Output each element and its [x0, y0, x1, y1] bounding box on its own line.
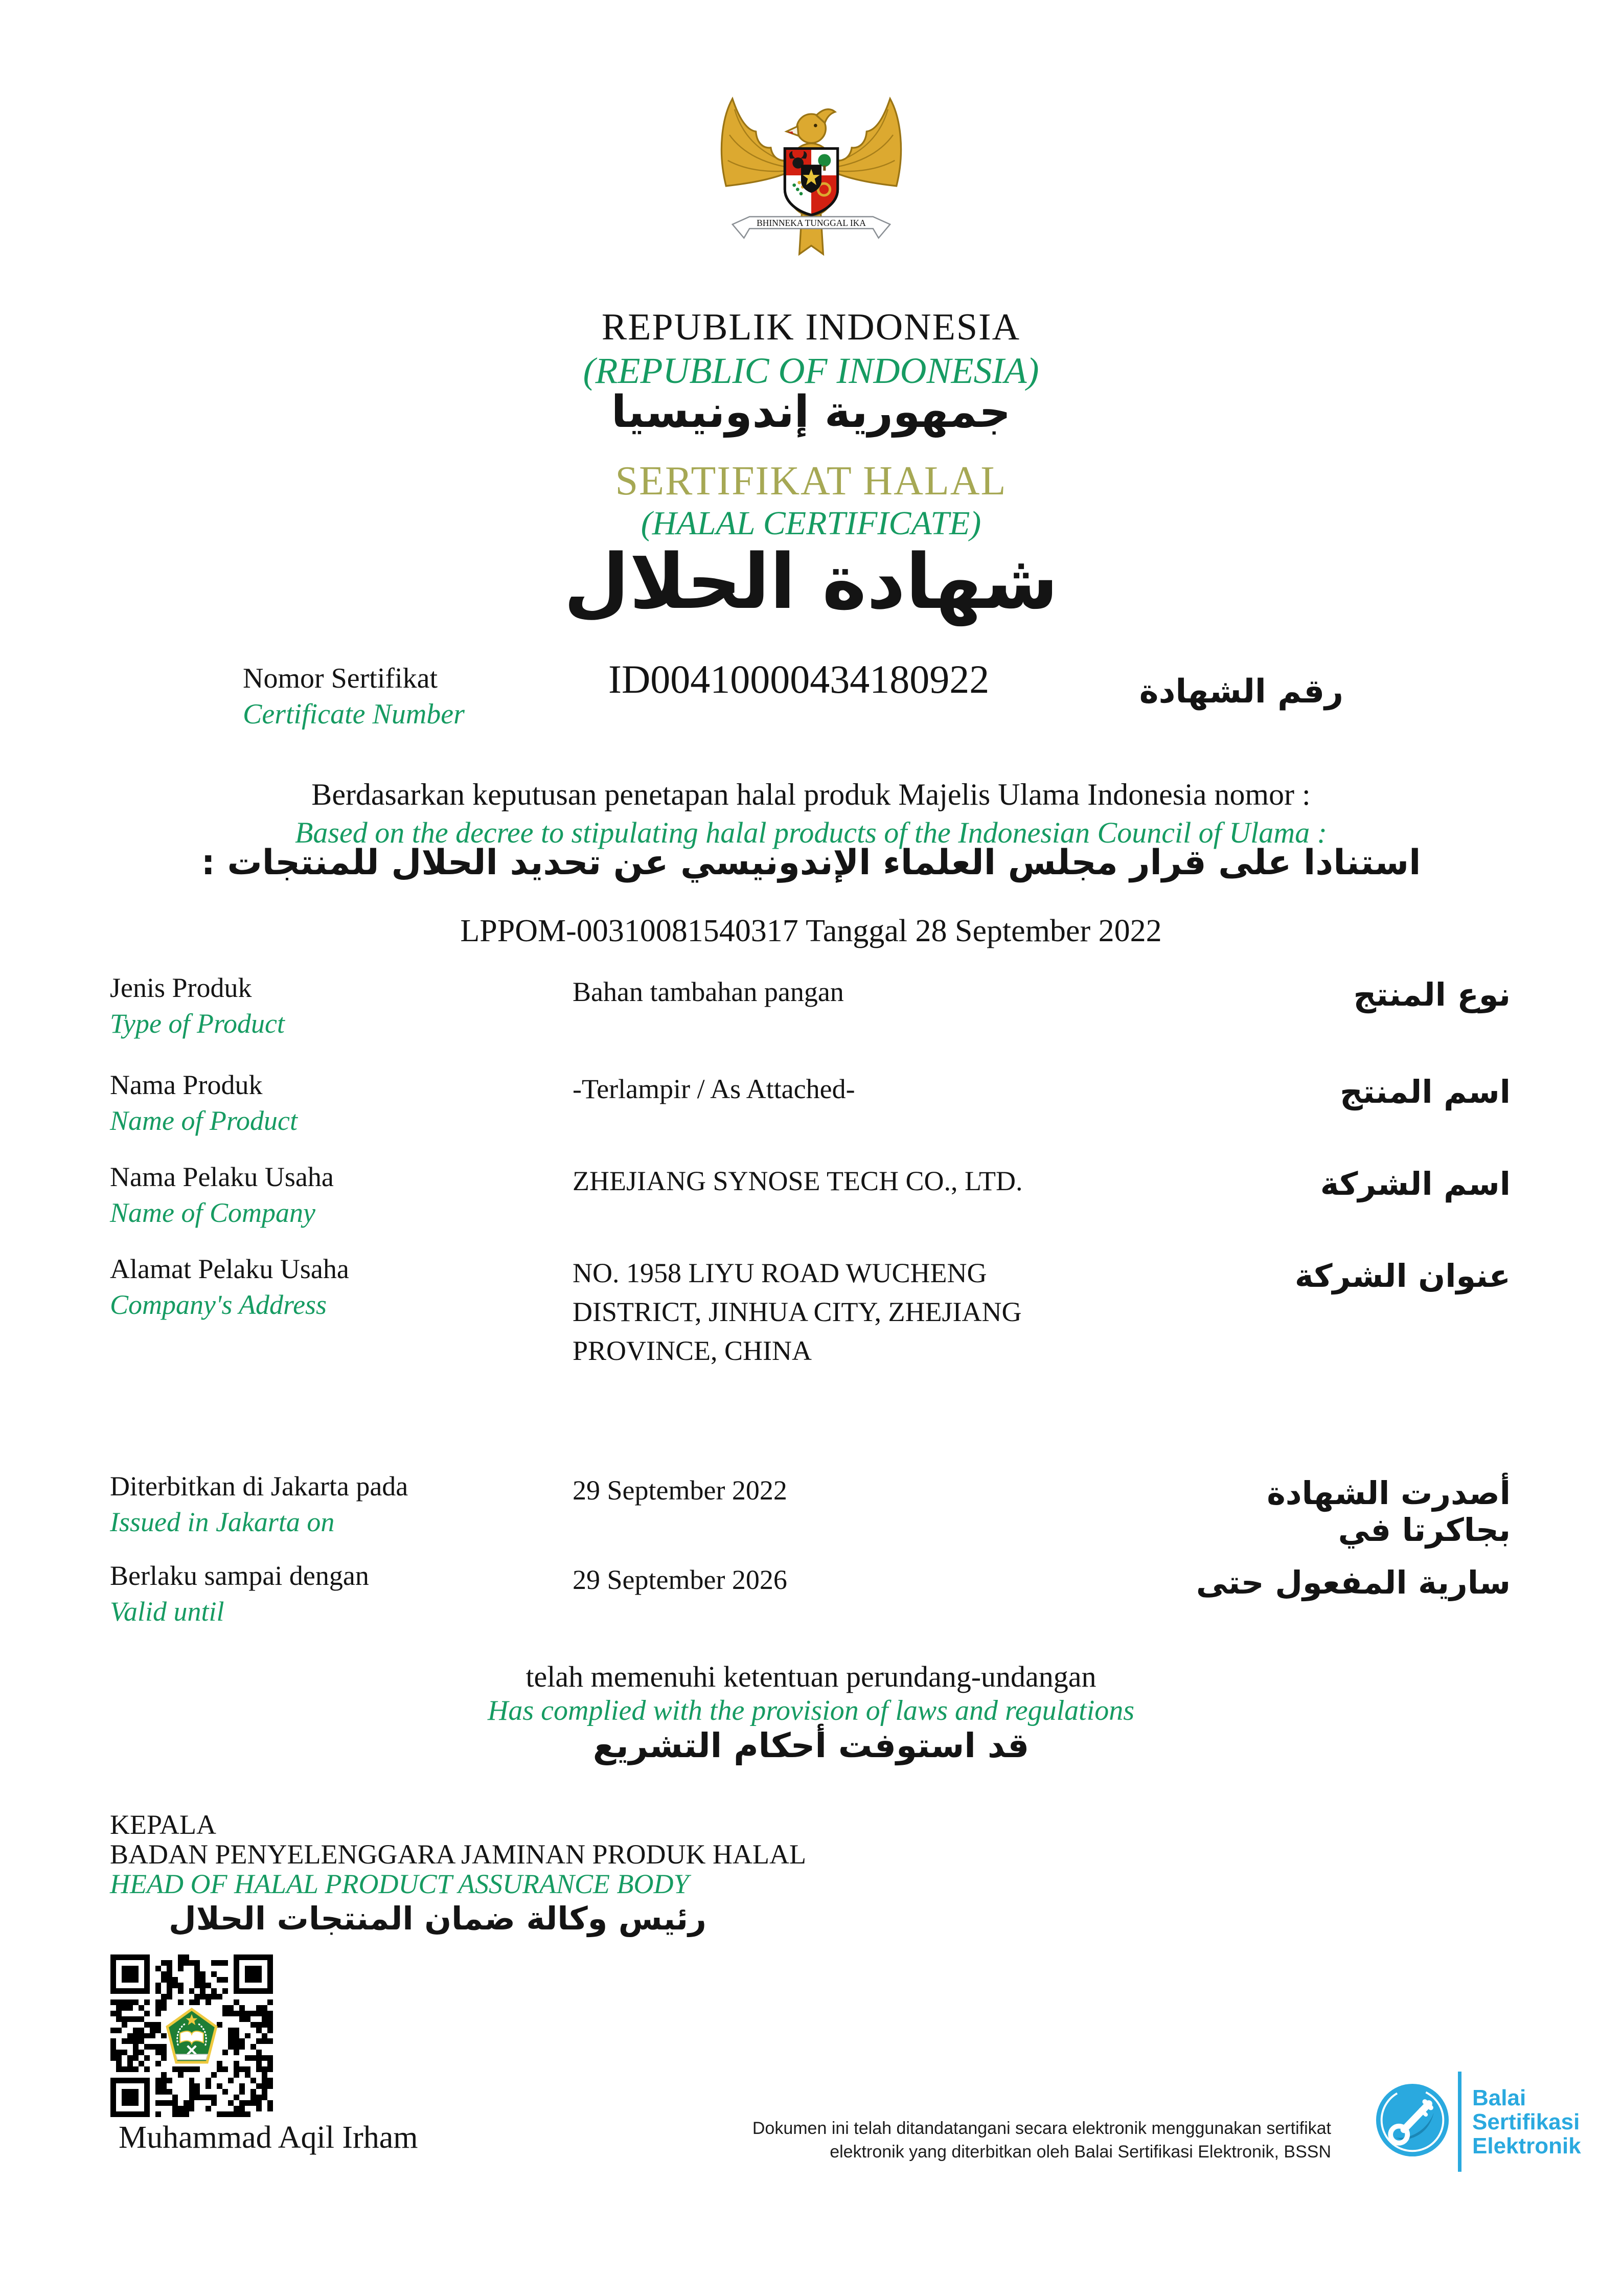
certificate-number-label-ar: رقم الشهادة: [1139, 673, 1343, 711]
field-label-en: Valid until: [110, 1596, 224, 1627]
field-row-name-of-product: [110, 1069, 1511, 1161]
field-row-name-of-company: [110, 1161, 1511, 1253]
field-label-en: Name of Product: [110, 1105, 298, 1136]
field-value: 29 September 2026: [573, 1564, 787, 1595]
compliance-line-english: Has complied with the provision of laws and regulations: [487, 1695, 1135, 1726]
certificate-fields: [110, 971, 1511, 1628]
field-value: ZHEJIANG SYNOSE TECH CO., LTD.: [573, 1166, 1023, 1196]
certificate-title-arabic: شهادة الحلال: [563, 538, 1059, 626]
bse-logo-line-1: Balai: [1472, 2085, 1526, 2110]
signatory-title-agency: BADAN PENYELENGGARA JAMINAN PRODUK HALAL: [110, 1839, 806, 1870]
certificate-title-english: (HALAL CERTIFICATE): [641, 505, 981, 542]
field-label-en: Name of Company: [110, 1197, 315, 1228]
bse-key-icon: [1375, 2083, 1450, 2157]
balai-sertifikasi-elektronik-logo: [1368, 2065, 1613, 2178]
signatory-title-kepala: KEPALA: [110, 1809, 217, 1840]
field-label-id: Nama Produk: [110, 1070, 263, 1100]
field-value: 29 September 2022: [573, 1475, 787, 1506]
signatory-name: Muhammad Aqil Irham: [119, 2120, 418, 2155]
signatory-title-english: HEAD OF HALAL PRODUCT ASSURANCE BODY: [110, 1869, 689, 1899]
country-title-arabic: جمهورية إندونيسيا: [611, 387, 1011, 438]
bse-logo-text: [1472, 2086, 1581, 2158]
qr-code: [110, 1954, 273, 2117]
compliance-line-indonesian: telah memenuhi ketentuan perundang-undangan: [526, 1660, 1096, 1693]
decree-line-arabic: استنادا على قرار مجلس العلماء الإندونيسي عن تحديد الحلال للمنتجات :: [201, 843, 1421, 883]
bse-logo-line-3: Elektronik: [1472, 2133, 1581, 2158]
field-label-ar: عنوان الشركة: [1294, 1257, 1511, 1294]
disclaimer-line-1: Dokumen ini telah ditandatangani secara elektronik menggunakan sertifikat: [752, 2119, 1331, 2138]
field-label-id: Alamat Pelaku Usaha: [110, 1254, 349, 1284]
field-value: NO. 1958 LIYU ROAD WUCHENG DISTRICT, JINHUA CITY, ZHEJIANG PROVINCE, CHINA: [573, 1258, 1022, 1366]
field-label-id: Jenis Produk: [110, 972, 252, 1003]
decree-line-indonesian: Berdasarkan keputusan penetapan halal produk Majelis Ulama Indonesia nomor :: [311, 778, 1311, 811]
signatory-title-arabic: رئيس وكالة ضمان المنتجات الحلال: [169, 1900, 706, 1937]
field-label-en: Type of Product: [110, 1008, 285, 1039]
bse-logo-divider: [1458, 2072, 1461, 2172]
garuda-icon: [709, 65, 913, 285]
certificate-number-label: [243, 661, 465, 732]
emblem-banner-text: BHINNEKA TUNGGAL IKA: [756, 218, 866, 229]
field-label-ar: سارية المفعول حتى: [1196, 1564, 1511, 1601]
field-row-issued-date: [110, 1470, 1511, 1559]
country-title-english: (REPUBLIC OF INDONESIA): [583, 350, 1039, 391]
field-label-ar: اسم المنتج: [1340, 1073, 1511, 1110]
field-label-ar: أصدرت الشهادة بجاكرتا في: [1267, 1474, 1511, 1549]
field-row-company-address: [110, 1253, 1511, 1470]
field-label-en: Issued in Jakarta on: [110, 1507, 335, 1537]
field-value: Bahan tambahan pangan: [573, 976, 844, 1007]
field-value: -Terlampir / As Attached-: [573, 1074, 855, 1104]
field-label-en: Company's Address: [110, 1289, 327, 1320]
bse-logo-line-2: Sertifikasi: [1472, 2109, 1580, 2134]
field-label-id: Berlaku sampai dengan: [110, 1560, 369, 1591]
certificate-number-label-en: Certificate Number: [243, 698, 465, 730]
garuda-pancasila-emblem: [709, 65, 913, 285]
certificate-number-value: ID00410000434180922: [608, 657, 990, 701]
compliance-line-arabic: قد استوفت أحكام التشريع: [592, 1726, 1030, 1765]
decree-line-english: Based on the decree to stipulating halal products of the Indonesian Council of Ulama :: [294, 816, 1327, 849]
kemenag-logo-icon: [165, 2008, 218, 2064]
certificate-number-label-id: Nomor Sertifikat: [243, 663, 438, 694]
country-title-indonesian: REPUBLIK INDONESIA: [601, 306, 1021, 348]
field-row-type-of-product: [110, 971, 1511, 1069]
electronic-signature-disclaimer: [665, 2117, 1331, 2164]
field-label-id: Nama Pelaku Usaha: [110, 1162, 334, 1192]
field-label-id: Diterbitkan di Jakarta pada: [110, 1471, 408, 1502]
decree-reference: LPPOM-00310081540317 Tanggal 28 September 2022: [460, 914, 1162, 948]
disclaimer-line-2: elektronik yang diterbitkan oleh Balai Sertifikasi Elektronik, BSSN: [830, 2142, 1331, 2162]
field-label-ar: نوع المنتج: [1353, 976, 1511, 1013]
certificate-title-indonesian: SERTIFIKAT HALAL: [615, 459, 1007, 504]
field-label-ar: اسم الشركة: [1320, 1165, 1511, 1202]
field-row-valid-until: [110, 1559, 1511, 1628]
